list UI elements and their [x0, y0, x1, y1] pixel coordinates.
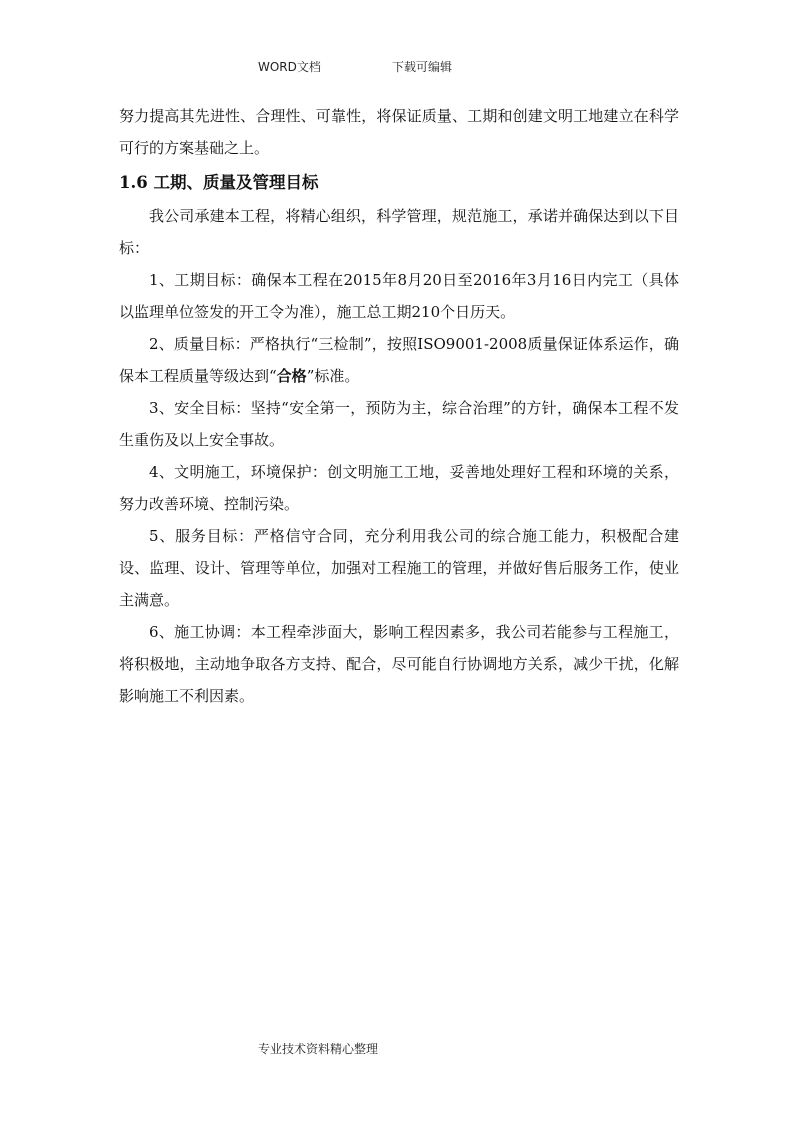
goal-quality-text: 2、质量目标：严格执行“三检制”，按照ISO9001-2008质量保证体系运作，确保本工程质量等级达到“ [119, 335, 679, 385]
header-doc-type: WORD文档 [258, 60, 321, 74]
page-footer: 专业技术资料精心整理 [258, 1042, 379, 1056]
goal-service: 5、服务目标：严格信守合同，充分利用我公司的综合施工能力，积极配合建设、监理、设计、管理等单位，加强对工程施工的管理，并做好售后服务工作，使业主满意。 [119, 527, 679, 609]
goal-quality-grade: 合格 [276, 367, 307, 385]
goal-safety: 3、安全目标：坚持“安全第一，预防为主，综合治理”的方针，确保本工程不发生重伤及以上安全事故。 [119, 399, 679, 449]
document-body [119, 100, 679, 712]
goal-quality [119, 328, 679, 392]
header-editable-note: 下载可编辑 [392, 60, 453, 74]
goal-schedule: 1、工期目标：确保本工程在2015年8月20日至2016年3月16日内完工（具体以监理单位签发的开工令为准），施工总工期210个日历天。 [119, 271, 679, 321]
lead-paragraph: 我公司承建本工程，将精心组织，科学管理，规范施工，承诺并确保达到以下目标： [119, 207, 679, 257]
goal-civilized-construction: 4、文明施工，环境保护：创文明施工工地，妥善地处理好工程和环境的关系，努力改善环境、控制污染。 [119, 463, 679, 513]
intro-paragraph: 努力提高其先进性、合理性、可靠性，将保证质量、工期和创建文明工地建立在科学可行的方案基础之上。 [119, 107, 679, 157]
page-header [0, 58, 794, 78]
goal-coordination: 6、施工协调：本工程牵涉面大，影响工程因素多，我公司若能参与工程施工，将积极地，主动地争取各方支持、配合，尽可能自行协调地方关系，减少干扰，化解影响施工不利因素。 [119, 623, 679, 705]
section-heading: 1.6 工期、质量及管理目标 [119, 173, 319, 192]
goal-quality-tail: ”标准。 [306, 367, 360, 385]
